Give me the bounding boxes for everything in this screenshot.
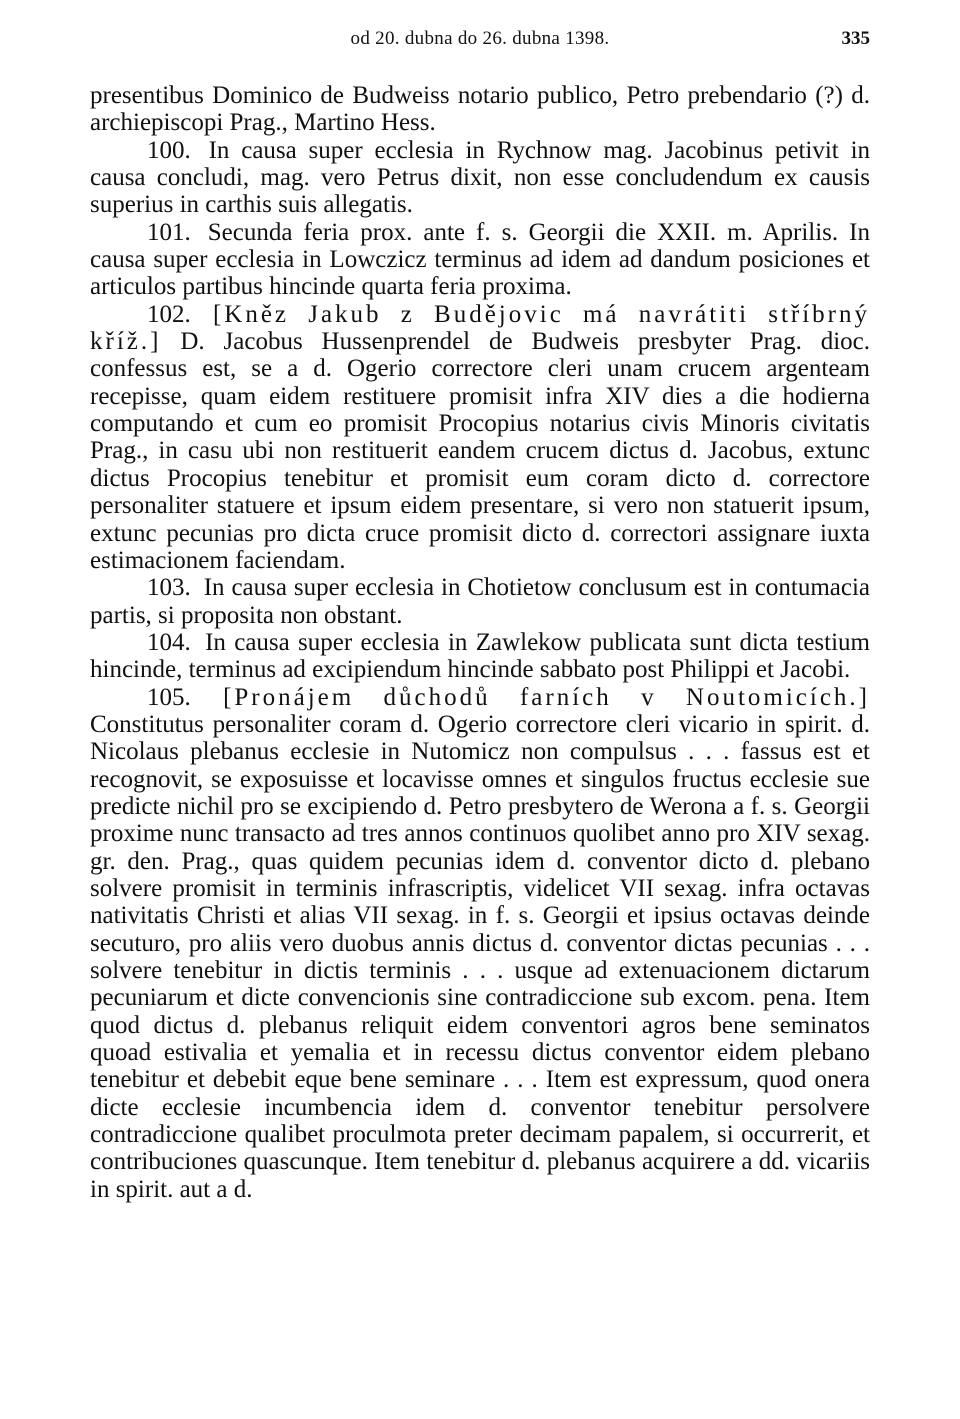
- entry-number: 105.: [147, 683, 191, 711]
- paragraph-text: In causa super ecclesia in Chotietow conclusum est in contumacia partis, si proposita non obstant.: [90, 574, 870, 629]
- document-body: [90, 82, 870, 1203]
- entry-number: 103.: [147, 574, 191, 602]
- paragraph-text: D. Jacobus Hussenprendel de Budweis presbyter Prag. dioc. confessus est, se a d. Ogerio correctore cleri unam crucem argenteam recepisse, quam eidem restituere promisit infra XIV dies a die hodierna computando et cum eo promisit Procopius notarius civis Minoris civitatis Prag., in casu ubi non restituerit eandem crucem dictus d. Jacobus, extunc dictus Procopius tenebitur et promisit eum coram dicto d. correctore personaliter statuere et ipsum eidem presentare, si vero non statuerit ipsum, extunc pecunias pro dicta cruce promisit dicto d. correctori assignare iuxta estimacionem faciendam.: [90, 328, 871, 574]
- entry-number: 100.: [147, 136, 191, 164]
- entry-heading: [Kněz Jakub z Budějovic má navrátiti stříbrný kříž.]: [90, 300, 870, 356]
- paragraph-text: presentibus Dominico de Budweiss notario publico, Petro prebendario (?) d. archiepiscopi Prag., Martino Hess.: [90, 82, 870, 137]
- entry-103: [90, 574, 870, 629]
- paragraph-text: Secunda feria prox. ante f. s. Georgii die XXII. m. Aprilis. In causa super ecclesia in Lowczicz terminus ad idem ad dandum posiciones et articulos partibus hincinde quarta feria proxima.: [90, 218, 870, 301]
- entry-100: [90, 137, 870, 219]
- entry-number: 101.: [147, 218, 191, 246]
- entry-number: 102.: [147, 300, 191, 328]
- paragraph-text: In causa super ecclesia in Zawlekow publicata sunt dicta testium hincinde, terminus ad excipiendum hincinde sabbato post Philippi et Jacobi.: [90, 628, 870, 684]
- entry-101: [90, 219, 870, 301]
- entry-104: [90, 629, 870, 684]
- paragraph-text: In causa super ecclesia in Rychnow mag. Jacobinus petivit in causa concludi, mag. vero Petrus dixit, non esse concludendum ex causis superius in carthis suis allegatis.: [90, 136, 871, 219]
- running-header: [90, 28, 870, 58]
- entry-105: [90, 684, 870, 1204]
- document-page: [90, 28, 870, 1203]
- running-title: od 20. dubna do 26. dubna 1398.: [350, 28, 610, 49]
- paragraph-text: Constitutus personaliter coram d. Ogerio correctore cleri vicario in spirit. d. Nicolaus plebanus ecclesie in Nutomicz non compulsus . . . fassus est et recognovit, se exposuisse et locavisse omnes et singulos fructus ecclesie sue predicte nichil pro se excipiendo d. Petro presbytero de Werona a f. s. Georgii proxime nunc transacto ad tres annos continuos quolibet anno pro XIV sexag. gr. den. Prag., quas quidem pecunias idem d. conventor dicto d. plebano solvere promisit in terminis infrascriptis, videlicet VII sexag. infra octavas nativitatis Christi et alias VII sexag. in f. s. Georgii et ipsius octavas deinde secuturo, pro aliis vero duobus annis dictus d. conventor dictas pecunias . . . solvere tenebitur in dictis terminis . . . usque ad extenuacionem dictarum pecuniarum et dicte convencionis sine contradiccione sub excom. pena. Item quod dictus d. plebanus reliquit eidem conventori agros bene seminatos quoad estivalia et yemalia et in recessu dictus conventor eidem plebano tenebitur et debebit eque bene seminare . . . Item est expressum, quod onera dicte ecclesie incumbencia idem d. conventor tenebitur persolvere contradiccione qualibet proculmota preter decimam papalem, si occurrerit, et contribuciones quascunque. Item tenebitur d. plebanus acquirere a dd. vicariis in spirit. aut a d.: [90, 710, 870, 1203]
- entry-102: [90, 301, 870, 574]
- paragraph-continuation: [90, 82, 870, 137]
- page-number: 335: [841, 28, 870, 49]
- entry-heading: [Pronájem důchodů farních v Noutomicích.]: [223, 683, 870, 711]
- entry-number: 104.: [147, 628, 191, 656]
